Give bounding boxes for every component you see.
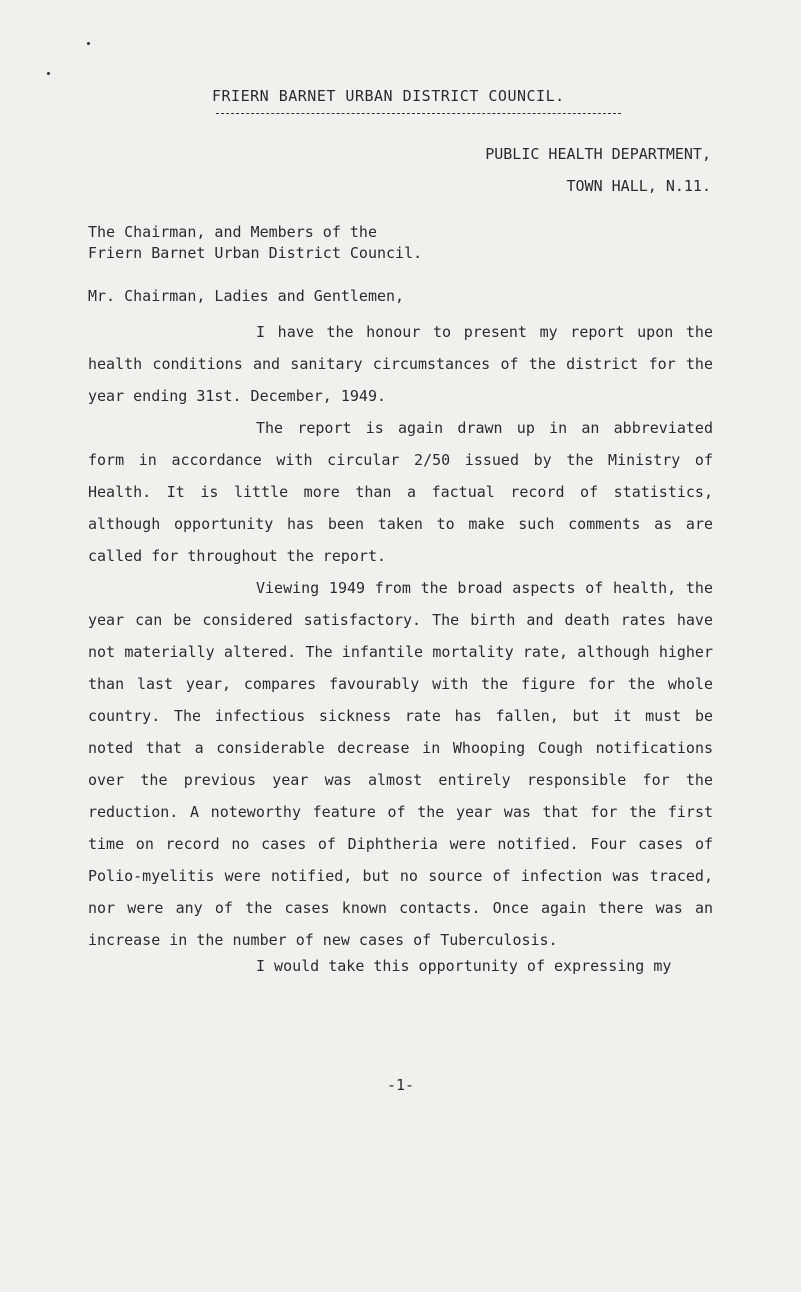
- address-line: TOWN HALL, N.11.: [566, 177, 711, 195]
- addressee-line: The Chairman, and Members of the: [88, 223, 377, 241]
- addressee-line: Friern Barnet Urban District Council.: [88, 244, 423, 262]
- council-title: FRIERN BARNET URBAN DISTRICT COUNCIL.: [212, 87, 565, 105]
- body-paragraph: The report is again drawn up in an abbreviated form in accordance with circular 2/50 issued by the Ministry of Health. It is little more than a factual record of statistics, although opportunity has been taken to make such comments as are called for throughout the report.: [88, 419, 713, 565]
- title-underline: [216, 113, 621, 114]
- body-paragraph: I would take this opportunity of expressing my: [256, 957, 672, 975]
- body-paragraph: Viewing 1949 from the broad aspects of health, the year can be considered satisfactory. The birth and death rates have not materially altered. The infantile mortality rate, although higher than last year, compares favourably with the figure for the whole country. The infectious sickness rate has fallen, but it must be noted that a considerable decrease in Whooping Cough notifications over the previous year was almost entirely responsible for the reduction. A noteworthy feature of the year was that for the first time on record no cases of Diphtheria were notified. Four cases of Polio-myelitis were notified, but no source of infection was traced, nor were any of the cases known contacts. Once again there was an increase in the number of new cases of Tuberculosis.: [88, 579, 713, 949]
- salutation: Mr. Chairman, Ladies and Gentlemen,: [88, 287, 405, 305]
- speck-mark: [87, 42, 90, 45]
- page-number: -1-: [386, 1076, 415, 1094]
- body-paragraph: I have the honour to present my report upon the health conditions and sanitary circumstances of the district for the year ending 31st. December, 1949.: [88, 323, 713, 405]
- addressee-block: [88, 222, 422, 264]
- department-line: PUBLIC HEALTH DEPARTMENT,: [485, 145, 711, 163]
- speck-mark: [47, 72, 50, 75]
